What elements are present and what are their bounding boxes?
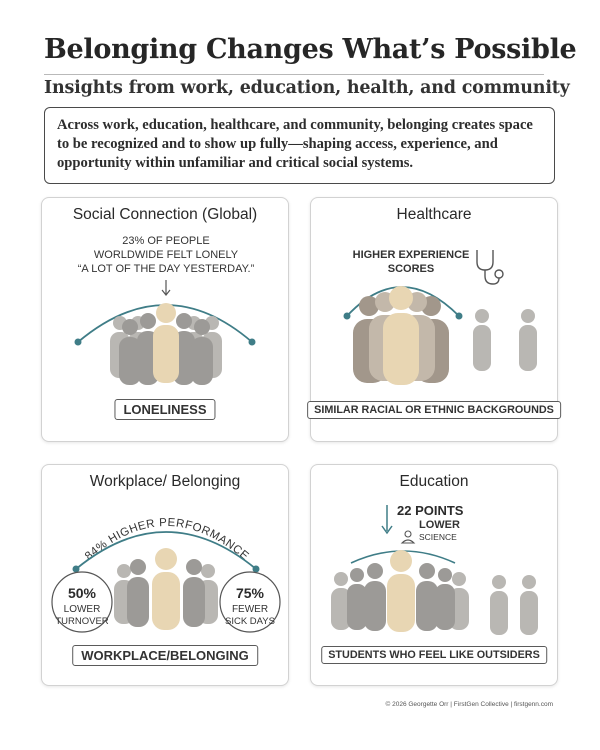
loneliness-label: LONELINESS: [114, 399, 215, 420]
svg-text:FEWER: FEWER: [231, 604, 269, 615]
healthcare-illustration: [311, 228, 559, 396]
page-title: Belonging Changes What’s Possible: [44, 34, 577, 65]
intro-text: Across work, education, healthcare, and community, belonging creates space to be recognized and to show up fully—shaping access, experience, and opportunity within unfamiliar and critical social systems.: [44, 107, 555, 184]
education-card: [310, 464, 558, 686]
workplace-card: [41, 464, 289, 686]
card-title: Healthcare: [396, 206, 472, 223]
workplace-illustration: [42, 487, 290, 637]
sick-days-stat-circle: [220, 572, 280, 632]
turnover-stat-circle: [52, 572, 112, 632]
education-label: STUDENTS WHO FEEL LIKE OUTSIDERS: [321, 646, 547, 664]
svg-text:SICK DAYS: SICK DAYS: [225, 616, 275, 627]
svg-text:LOWER: LOWER: [63, 604, 101, 615]
card-title: Education: [399, 473, 469, 490]
stat-line: 22 POINTS: [397, 503, 464, 518]
down-arrow-icon: [162, 280, 170, 295]
card-title: Workplace/ Belonging: [89, 473, 241, 490]
people-group-icon: [110, 303, 222, 385]
footer-credit: © 2026 Georgette Orr | FirstGen Collective | firstgenn.com: [385, 701, 553, 708]
arc-stat: 84% HIGHER PERFORMANCE: [82, 516, 251, 563]
people-group-icon: [331, 550, 538, 635]
workplace-label: WORKPLACE/BELONGING: [72, 645, 258, 666]
student-icon: [402, 531, 414, 543]
svg-text:75%: 75%: [235, 585, 265, 601]
loneliness-illustration: [42, 228, 290, 396]
card-title: Social Connection (Global): [72, 206, 258, 223]
down-arrow-icon: [382, 505, 392, 533]
stethoscope-icon: [477, 250, 503, 284]
people-group-icon: [353, 286, 537, 385]
svg-text:50%: 50%: [67, 585, 97, 601]
social-connection-card: [41, 197, 289, 442]
stat-line: “A LOT OF THE DAY YESTERDAY.”: [77, 263, 255, 275]
stat-line: LOWER: [419, 519, 460, 531]
stat-line: SCIENCE: [419, 532, 457, 542]
svg-text:TURNOVER: TURNOVER: [55, 616, 109, 627]
stat-line: HIGHER EXPERIENCE: [352, 249, 470, 261]
page-subtitle: Insights from work, education, health, and community: [44, 78, 570, 98]
stat-line: WORLDWIDE FELT LONELY: [93, 249, 239, 261]
healthcare-label: SIMILAR RACIAL OR ETHNIC BACKGROUNDS: [307, 401, 561, 419]
stat-line: 23% OF PEOPLE: [122, 235, 210, 247]
education-illustration: [311, 487, 559, 637]
stat-line: SCORES: [387, 263, 435, 275]
title-divider: [44, 74, 544, 75]
healthcare-card: [310, 197, 558, 442]
people-group-icon: [114, 548, 218, 630]
